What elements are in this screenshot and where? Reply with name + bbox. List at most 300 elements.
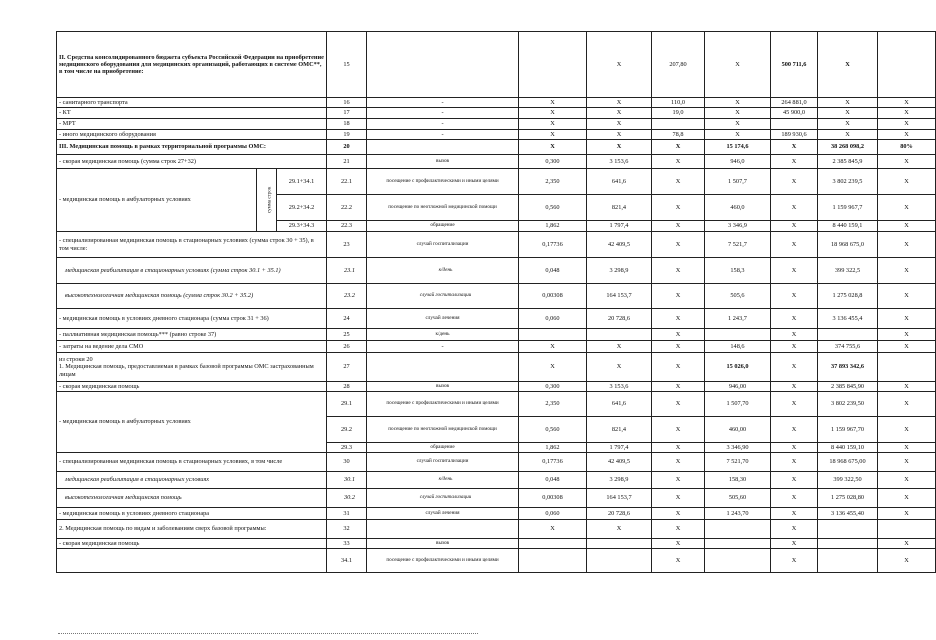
value-cell: X	[771, 353, 818, 382]
value-cell: 80%	[878, 140, 936, 155]
unit-cell: случай госпитализации	[367, 489, 519, 508]
unit-cell: посещение по неотложной медицинской помощи	[367, 195, 519, 221]
value-cell: 460,00	[705, 417, 771, 443]
value-cell	[878, 32, 936, 98]
row-name: - затраты на ведение дела СМО	[57, 341, 327, 353]
value-cell: X	[878, 472, 936, 489]
value-cell: X	[652, 453, 705, 472]
row-name: - медицинская помощь в условиях дневного стационара (сумма строк 31 + 36)	[57, 309, 327, 329]
value-cell: X	[652, 489, 705, 508]
value-cell: X	[519, 108, 587, 119]
value-cell	[878, 520, 936, 539]
table-row	[57, 472, 936, 489]
table-row	[57, 309, 936, 329]
value-cell: 821,4	[587, 195, 652, 221]
value-cell: X	[771, 169, 818, 195]
value-cell: 641,6	[587, 169, 652, 195]
table-row	[57, 32, 936, 98]
row-name	[57, 549, 327, 573]
unit-cell: посещение по неотложной медицинской помощи	[367, 417, 519, 443]
value-cell	[705, 539, 771, 549]
table-row	[57, 341, 936, 353]
value-cell: 1 275 028,8	[818, 284, 878, 309]
value-cell: 946,0	[705, 155, 771, 169]
value-cell: X	[652, 258, 705, 284]
value-cell: X	[818, 98, 878, 108]
value-cell: 1 159 967,70	[818, 417, 878, 443]
value-cell: X	[771, 443, 818, 453]
value-cell: 3 298,9	[587, 258, 652, 284]
value-cell: 821,4	[587, 417, 652, 443]
table-row	[57, 258, 936, 284]
row-number: 29.2	[327, 417, 367, 443]
row-number: 26	[327, 341, 367, 353]
value-cell: X	[818, 32, 878, 98]
value-cell: X	[587, 119, 652, 130]
value-cell: 110,0	[652, 98, 705, 108]
row-number: 18	[327, 119, 367, 130]
unit-cell: -	[367, 341, 519, 353]
value-cell: X	[652, 539, 705, 549]
value-cell: 1 507,7	[705, 169, 771, 195]
table-row	[57, 392, 936, 417]
value-cell: 460,0	[705, 195, 771, 221]
value-cell: X	[705, 32, 771, 98]
row-name: высокотехнологичная медицинская помощь	[57, 489, 327, 508]
value-cell: X	[652, 169, 705, 195]
unit-cell: к/день	[367, 258, 519, 284]
value-cell: 207,80	[652, 32, 705, 98]
value-cell: X	[771, 549, 818, 573]
value-cell: X	[652, 155, 705, 169]
unit-cell: случай лечения	[367, 309, 519, 329]
value-cell	[519, 549, 587, 573]
value-cell: 164 153,7	[587, 489, 652, 508]
value-cell: X	[519, 520, 587, 539]
value-cell: X	[652, 284, 705, 309]
value-cell: 148,6	[705, 341, 771, 353]
value-cell: 18 968 675,00	[818, 453, 878, 472]
value-cell: 500 711,6	[771, 32, 818, 98]
table-row	[57, 382, 936, 392]
value-cell: 3 346,9	[705, 221, 771, 232]
unit-cell: посещение с профилактическими и иными целями	[367, 549, 519, 573]
unit-cell	[367, 32, 519, 98]
value-cell: 399 322,50	[818, 472, 878, 489]
value-cell: 1 797,4	[587, 221, 652, 232]
value-cell: X	[652, 309, 705, 329]
value-cell: 3 802 239,50	[818, 392, 878, 417]
value-cell: X	[652, 417, 705, 443]
row-name: - МРТ	[57, 119, 327, 130]
value-cell: 1 797,4	[587, 443, 652, 453]
value-cell	[652, 119, 705, 130]
row-number: 30.2	[327, 489, 367, 508]
value-cell: 0,17736	[519, 453, 587, 472]
unit-cell	[367, 520, 519, 539]
row-name: - иного медицинского оборудования	[57, 130, 327, 140]
value-cell: X	[771, 392, 818, 417]
value-cell: X	[771, 453, 818, 472]
value-cell	[587, 329, 652, 341]
value-cell	[519, 329, 587, 341]
value-cell: X	[652, 549, 705, 573]
unit-cell	[367, 140, 519, 155]
value-cell: X	[771, 417, 818, 443]
value-cell	[705, 329, 771, 341]
table-row	[57, 539, 936, 549]
row-name: 2. Медицинская помощь по видам и заболеваниям сверх базовой программы:	[57, 520, 327, 539]
value-cell: X	[771, 309, 818, 329]
value-cell	[771, 119, 818, 130]
value-cell: 158,30	[705, 472, 771, 489]
table-row	[57, 520, 936, 539]
unit-cell: -	[367, 119, 519, 130]
value-cell: X	[878, 284, 936, 309]
value-cell: 164 153,7	[587, 284, 652, 309]
value-cell: 7 521,70	[705, 453, 771, 472]
value-cell: X	[705, 130, 771, 140]
value-cell: 1 275 028,80	[818, 489, 878, 508]
value-cell: X	[771, 221, 818, 232]
row-name: - медицинская помощь в условиях дневного стационара	[57, 508, 327, 520]
value-cell: 0,00308	[519, 284, 587, 309]
value-cell: 2,350	[519, 392, 587, 417]
value-cell: 15 174,6	[705, 140, 771, 155]
value-cell: 1 159 967,7	[818, 195, 878, 221]
value-cell: X	[771, 195, 818, 221]
vertical-label-text: сумма строк	[267, 186, 273, 214]
value-cell: 2,350	[519, 169, 587, 195]
value-cell: 2 385 845,9	[818, 155, 878, 169]
table-row	[57, 453, 936, 472]
value-cell: X	[878, 453, 936, 472]
table-row	[57, 549, 936, 573]
value-cell: 1 243,70	[705, 508, 771, 520]
value-cell: 505,60	[705, 489, 771, 508]
value-cell: 0,17736	[519, 232, 587, 258]
unit-cell: вызов	[367, 539, 519, 549]
row-name: - специализированная медицинская помощь в стационарных условиях, в том числе	[57, 453, 327, 472]
value-cell: 20 728,6	[587, 508, 652, 520]
value-cell: X	[878, 221, 936, 232]
row-number: 22.1	[327, 169, 367, 195]
unit-cell: -	[367, 130, 519, 140]
scan-edge-divider	[58, 633, 478, 635]
unit-cell: вызов	[367, 382, 519, 392]
row-name: высокотехнологичная медицинская помощь (сумма строк 30.2 + 35.2)	[57, 284, 327, 309]
value-cell	[818, 549, 878, 573]
row-number: 23	[327, 232, 367, 258]
row-name: - медицинская помощь в амбулаторных условиях	[57, 169, 257, 232]
table-row	[57, 353, 936, 382]
row-number: 29.1	[327, 392, 367, 417]
unit-cell: -	[367, 98, 519, 108]
unit-cell: случай госпитализации	[367, 453, 519, 472]
value-cell: X	[878, 195, 936, 221]
value-cell: 374 755,6	[818, 341, 878, 353]
value-cell	[519, 539, 587, 549]
row-number: 32	[327, 520, 367, 539]
row-name: из строки 20 1. Медицинская помощь, предоставляемая в рамках базовой программы ОМС застрахованным лицам	[57, 353, 327, 382]
value-cell: X	[771, 382, 818, 392]
value-cell: X	[878, 443, 936, 453]
unit-cell: посещение с профилактическими и иными целями	[367, 169, 519, 195]
unit-cell: случай госпитализации	[367, 232, 519, 258]
value-cell: 1,862	[519, 221, 587, 232]
value-cell	[818, 520, 878, 539]
value-cell: 8 440 159,10	[818, 443, 878, 453]
value-cell	[705, 549, 771, 573]
value-cell: X	[519, 98, 587, 108]
row-name: II. Средства консолидированного бюджета субъекта Российской Федерации на приобретение медицинского оборудования для медицинских организаций, работающих в системе ОМС**, в том числе на приобретение:	[57, 32, 327, 98]
value-cell: X	[878, 489, 936, 508]
value-cell: X	[587, 140, 652, 155]
value-cell	[519, 32, 587, 98]
medical-care-budget-table	[56, 31, 936, 573]
value-cell: X	[771, 341, 818, 353]
value-cell: X	[878, 309, 936, 329]
value-cell: 0,048	[519, 258, 587, 284]
value-cell: 0,060	[519, 309, 587, 329]
value-cell: 399 322,5	[818, 258, 878, 284]
value-cell: X	[587, 108, 652, 119]
value-cell: 0,300	[519, 155, 587, 169]
sum-formula: 29.3+34.3	[277, 221, 327, 232]
value-cell: 158,3	[705, 258, 771, 284]
value-cell	[587, 539, 652, 549]
row-number: 29.3	[327, 443, 367, 453]
row-name: - паллиативная медицинская помощь*** (равно строке 37)	[57, 329, 327, 341]
value-cell: X	[519, 341, 587, 353]
value-cell: 505,6	[705, 284, 771, 309]
budget-table-page	[56, 31, 913, 573]
row-name: - КТ	[57, 108, 327, 119]
table-row	[57, 98, 936, 108]
row-number: 19	[327, 130, 367, 140]
row-number: 15	[327, 32, 367, 98]
value-cell: 18 968 675,0	[818, 232, 878, 258]
row-name: - санитарного транспорта	[57, 98, 327, 108]
value-cell: 38 268 098,2	[818, 140, 878, 155]
table-row	[57, 284, 936, 309]
value-cell: X	[878, 341, 936, 353]
value-cell: X	[652, 195, 705, 221]
value-cell: X	[878, 508, 936, 520]
row-number: 23.2	[327, 284, 367, 309]
value-cell: X	[878, 329, 936, 341]
value-cell: X	[652, 341, 705, 353]
table-row	[57, 169, 936, 195]
vertical-group-label	[257, 169, 277, 232]
value-cell: 0,560	[519, 417, 587, 443]
value-cell: 946,00	[705, 382, 771, 392]
table-row	[57, 108, 936, 119]
value-cell: 42 409,5	[587, 232, 652, 258]
value-cell: X	[587, 353, 652, 382]
unit-cell: обращение	[367, 443, 519, 453]
value-cell: 37 893 342,6	[818, 353, 878, 382]
row-number: 16	[327, 98, 367, 108]
row-number: 21	[327, 155, 367, 169]
value-cell: 3 153,6	[587, 155, 652, 169]
value-cell: X	[878, 417, 936, 443]
value-cell: X	[818, 108, 878, 119]
unit-cell: посещение с профилактическими и иными целями	[367, 392, 519, 417]
row-number: 23.1	[327, 258, 367, 284]
row-number: 22.3	[327, 221, 367, 232]
unit-cell: -	[367, 108, 519, 119]
value-cell: X	[519, 130, 587, 140]
table-row	[57, 232, 936, 258]
value-cell: X	[652, 221, 705, 232]
table-row	[57, 508, 936, 520]
value-cell: 3 136 455,40	[818, 508, 878, 520]
value-cell: X	[818, 130, 878, 140]
value-cell: X	[771, 329, 818, 341]
row-number: 30	[327, 453, 367, 472]
value-cell: X	[519, 119, 587, 130]
value-cell: X	[652, 472, 705, 489]
value-cell: X	[771, 284, 818, 309]
value-cell: X	[878, 258, 936, 284]
value-cell: 15 026,0	[705, 353, 771, 382]
value-cell: X	[878, 108, 936, 119]
table-row	[57, 329, 936, 341]
row-number: 25	[327, 329, 367, 341]
value-cell: 0,00308	[519, 489, 587, 508]
sum-formula: 29.2+34.2	[277, 195, 327, 221]
value-cell: X	[771, 520, 818, 539]
value-cell: X	[771, 472, 818, 489]
value-cell: 3 346,90	[705, 443, 771, 453]
value-cell: X	[771, 489, 818, 508]
value-cell: X	[771, 539, 818, 549]
row-number: 17	[327, 108, 367, 119]
row-number: 34.1	[327, 549, 367, 573]
value-cell: X	[652, 329, 705, 341]
value-cell	[587, 549, 652, 573]
table-row	[57, 140, 936, 155]
row-name: - скорая медицинская помощь	[57, 539, 327, 549]
value-cell: X	[771, 232, 818, 258]
value-cell: X	[652, 353, 705, 382]
value-cell: X	[818, 119, 878, 130]
table-row	[57, 155, 936, 169]
value-cell: X	[771, 258, 818, 284]
row-number: 22.2	[327, 195, 367, 221]
value-cell: X	[652, 520, 705, 539]
value-cell: 0,048	[519, 472, 587, 489]
value-cell: X	[587, 130, 652, 140]
value-cell: 78,8	[652, 130, 705, 140]
value-cell: X	[652, 392, 705, 417]
value-cell: X	[771, 140, 818, 155]
unit-cell	[367, 353, 519, 382]
row-number: 24	[327, 309, 367, 329]
value-cell: 1,862	[519, 443, 587, 453]
value-cell: 19,0	[652, 108, 705, 119]
row-name: - специализированная медицинская помощь в стационарных условиях (сумма строк 30 + 35), в том числе:	[57, 232, 327, 258]
value-cell: X	[652, 508, 705, 520]
value-cell	[818, 329, 878, 341]
sum-formula: 29.1+34.1	[277, 169, 327, 195]
value-cell: 3 153,6	[587, 382, 652, 392]
value-cell: X	[519, 140, 587, 155]
value-cell: X	[587, 341, 652, 353]
row-number: 27	[327, 353, 367, 382]
table-row	[57, 119, 936, 130]
value-cell: 1 507,70	[705, 392, 771, 417]
value-cell	[878, 353, 936, 382]
row-name: медицинская реабилитация в стационарных условиях (сумма строк 30.1 + 35.1)	[57, 258, 327, 284]
unit-cell: к/день	[367, 329, 519, 341]
unit-cell: случай лечения	[367, 508, 519, 520]
row-number: 30.1	[327, 472, 367, 489]
value-cell: X	[587, 32, 652, 98]
value-cell	[705, 520, 771, 539]
value-cell: 20 728,6	[587, 309, 652, 329]
value-cell: 3 136 455,4	[818, 309, 878, 329]
row-number: 20	[327, 140, 367, 155]
value-cell: 42 409,5	[587, 453, 652, 472]
value-cell: 0,060	[519, 508, 587, 520]
value-cell: X	[771, 508, 818, 520]
unit-cell: случай госпитализации	[367, 284, 519, 309]
value-cell: X	[878, 98, 936, 108]
value-cell: X	[705, 98, 771, 108]
value-cell: X	[771, 155, 818, 169]
value-cell: X	[878, 169, 936, 195]
value-cell: 264 881,0	[771, 98, 818, 108]
table-row	[57, 489, 936, 508]
unit-cell: вызов	[367, 155, 519, 169]
row-number: 31	[327, 508, 367, 520]
value-cell: X	[705, 119, 771, 130]
value-cell: X	[878, 130, 936, 140]
value-cell: X	[652, 382, 705, 392]
value-cell: 45 900,0	[771, 108, 818, 119]
unit-cell: обращение	[367, 221, 519, 232]
value-cell: X	[878, 549, 936, 573]
value-cell: X	[878, 382, 936, 392]
value-cell: X	[587, 98, 652, 108]
value-cell: X	[652, 140, 705, 155]
value-cell: X	[652, 443, 705, 453]
value-cell: 3 802 239,5	[818, 169, 878, 195]
row-number: 33	[327, 539, 367, 549]
value-cell: X	[878, 539, 936, 549]
table-row	[57, 130, 936, 140]
value-cell: 0,560	[519, 195, 587, 221]
value-cell: 189 930,6	[771, 130, 818, 140]
value-cell: X	[519, 353, 587, 382]
value-cell: X	[705, 108, 771, 119]
value-cell: X	[878, 119, 936, 130]
value-cell	[818, 539, 878, 549]
row-number: 28	[327, 382, 367, 392]
unit-cell: к/день	[367, 472, 519, 489]
value-cell: 0,300	[519, 382, 587, 392]
row-name: - скорая медицинская помощь	[57, 382, 327, 392]
row-name: медицинская реабилитация в стационарных условиях	[57, 472, 327, 489]
row-name: III. Медицинская помощь в рамках территориальной программы ОМС:	[57, 140, 327, 155]
value-cell: X	[878, 232, 936, 258]
row-name: - скорая медицинская помощь (сумма строк 27+32)	[57, 155, 327, 169]
value-cell: X	[587, 520, 652, 539]
row-name: - медицинская помощь в амбулаторных условиях	[57, 392, 327, 453]
value-cell: 8 440 159,1	[818, 221, 878, 232]
